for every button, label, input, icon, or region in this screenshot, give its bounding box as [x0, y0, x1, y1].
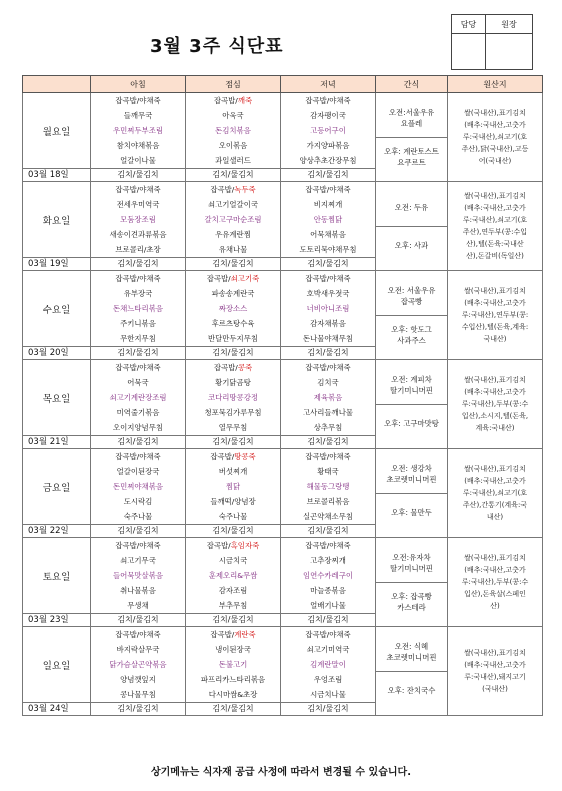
dinner-item: 제육볶음 — [313, 393, 343, 402]
dinner-item: 잡곡밥/야채죽 — [305, 274, 351, 283]
breakfast-item: 취나물볶음 — [120, 586, 156, 595]
origin-cell: 쌀(국내산),표기김치 (배추:국내산,고춧가 루:국내산),돼지고기 (국내산) — [448, 627, 543, 716]
breakfast-item: 무한지무침 — [120, 334, 156, 343]
snack-morning: 오전: 두유 — [376, 188, 447, 227]
lunch-cell — [186, 271, 281, 347]
approval-col-1: 담당 — [452, 15, 486, 34]
date-label: 03월 20일 — [23, 347, 91, 360]
lunch-porridge: 흑임자죽 — [230, 541, 260, 550]
dinner-item: 김계란말이 — [310, 660, 346, 669]
breakfast-item: 주키니볶음 — [120, 319, 156, 328]
day-label: 목요일 — [23, 360, 91, 436]
lunch-item: 갈치고구마순조림 — [204, 215, 262, 224]
breakfast-item: 돈채느타리볶음 — [113, 304, 163, 313]
dinner-item: 마늘종볶음 — [310, 586, 346, 595]
lunch-rice: 잡곡밥/ — [210, 630, 235, 639]
breakfast-cell — [91, 538, 186, 614]
dinner-item: 쇠고기미역국 — [306, 645, 350, 654]
kimchi-cell: 김치/물김치 — [281, 436, 376, 449]
snack-morning: 오전: 생강차 초코렛미니머핀 — [376, 455, 447, 494]
kimchi-cell: 김치/물김치 — [186, 258, 281, 271]
lunch-rice: 잡곡밥/ — [213, 363, 238, 372]
lunch-item: 후르츠탕수육 — [211, 319, 255, 328]
breakfast-item: 닭가슴살곤약볶음 — [109, 660, 167, 669]
lunch-rice: 잡곡밥/ — [210, 185, 235, 194]
lunch-item — [186, 538, 280, 553]
dinner-item: 어묵채볶음 — [310, 230, 346, 239]
day-label: 토요일 — [23, 538, 91, 614]
date-label: 03월 24일 — [23, 703, 91, 716]
dinner-item: 얼배기나물 — [310, 601, 346, 610]
dinner-item: 가지양파볶음 — [306, 141, 350, 150]
lunch-item — [186, 360, 280, 375]
kimchi-cell: 김치/물김치 — [281, 169, 376, 182]
lunch-cell — [186, 360, 281, 436]
breakfast-cell — [91, 271, 186, 347]
snack-morning: 오전: 계피차 딸기미니머핀 — [376, 366, 447, 405]
kimchi-cell: 김치/물김치 — [186, 436, 281, 449]
dinner-item: 호박새우젓국 — [306, 289, 350, 298]
breakfast-item: 모둠장조림 — [120, 215, 156, 224]
dinner-item: 고사리들깨나물 — [303, 408, 353, 417]
origin-cell: 쌀(국내산),표기김치 (배추:국내산,고춧가 루:국내산),쇠고기(호 주산),간통기(계육:국 내산) — [448, 449, 543, 538]
breakfast-item: 쇠고기무국 — [120, 556, 156, 565]
breakfast-item: 잡곡밥/야채죽 — [115, 630, 161, 639]
snack-cell — [376, 449, 448, 538]
breakfast-item: 잡곡밥/야채죽 — [115, 363, 161, 372]
dinner-item: 상추무침 — [313, 423, 343, 432]
lunch-item: 과일샐러드 — [215, 156, 251, 165]
dinner-cell — [281, 271, 376, 347]
snack-cell — [376, 271, 448, 360]
snack-afternoon: 오후: 물만두 — [391, 508, 432, 517]
dinner-item: 실곤약채소무침 — [303, 512, 353, 521]
dinner-cell — [281, 627, 376, 703]
lunch-porridge: 녹두죽 — [234, 185, 256, 194]
lunch-rice: 잡곡밥/ — [210, 452, 235, 461]
day-row — [23, 449, 543, 525]
snack-afternoon: 오후: 핫도그 사과주스 — [391, 324, 432, 345]
origin-cell: 쌀(국내산),표기김치 (배추:국내산,고춧가 루:국내산),두부(콩:수 입산),돈육살(스페인 산) — [448, 538, 543, 627]
breakfast-item: 양념깻잎지 — [120, 675, 156, 684]
lunch-item: 숙주나물 — [218, 512, 248, 521]
lunch-rice: 잡곡밥/ — [213, 96, 238, 105]
lunch-item: 들깨떡/양념장 — [210, 497, 256, 506]
snack-afternoon: 오후: 고구마맛탕 — [384, 419, 439, 428]
lunch-item: 파프리카느타리볶음 — [200, 675, 266, 684]
kimchi-cell: 김치/물김치 — [281, 525, 376, 538]
kimchi-cell: 김치/물김치 — [186, 525, 281, 538]
breakfast-cell — [91, 182, 186, 258]
dinner-cell — [281, 93, 376, 169]
lunch-item: 훈제오리&무쌈 — [208, 571, 258, 580]
header-breakfast: 아침 — [91, 76, 186, 93]
dinner-item: 김치국 — [317, 378, 339, 387]
breakfast-item: 오이지양념무침 — [113, 423, 163, 432]
page-title: 3월 3주 식단표 — [150, 36, 284, 57]
snack-cell — [376, 538, 448, 627]
breakfast-item: 잡곡밥/야채죽 — [115, 274, 161, 283]
lunch-item — [186, 449, 280, 464]
kimchi-cell: 김치/물김치 — [91, 436, 186, 449]
approval-box — [451, 14, 533, 70]
snack-morning: 오전: 서울우유 잡곡빵 — [376, 277, 447, 316]
dinner-item: 안동찜닭 — [313, 215, 343, 224]
breakfast-cell — [91, 360, 186, 436]
kimchi-cell: 김치/물김치 — [91, 258, 186, 271]
breakfast-item: 얼갈이나물 — [120, 156, 156, 165]
lunch-item: 황기닭곰탕 — [215, 378, 251, 387]
day-row — [23, 271, 543, 347]
day-row — [23, 182, 543, 258]
date-label: 03월 23일 — [23, 614, 91, 627]
header-lunch: 점심 — [186, 76, 281, 93]
day-row — [23, 538, 543, 614]
breakfast-item: 도시락김 — [123, 497, 153, 506]
snack-cell — [376, 360, 448, 449]
date-label: 03월 22일 — [23, 525, 91, 538]
kimchi-cell: 김치/물김치 — [281, 347, 376, 360]
lunch-item: 열무무침 — [218, 423, 248, 432]
dinner-item: 해물동그랑땡 — [306, 482, 350, 491]
lunch-porridge: 계란죽 — [234, 630, 256, 639]
dinner-item: 고등어구이 — [310, 126, 346, 135]
breakfast-item: 새송이견과류볶음 — [109, 230, 167, 239]
dinner-item: 잡곡밥/야채죽 — [305, 541, 351, 550]
dinner-cell — [281, 360, 376, 436]
breakfast-item: 돈민찌야채볶음 — [113, 482, 163, 491]
dinner-item: 너비아니조림 — [306, 304, 350, 313]
snack-afternoon: 오후: 잔치국수 — [387, 686, 436, 695]
footer-notice: 상기메뉴는 식자재 공급 사정에 따라서 변경될 수 있습니다. — [150, 767, 411, 778]
lunch-item: 돈불고기 — [218, 660, 248, 669]
kimchi-cell: 김치/물김치 — [91, 169, 186, 182]
dinner-item: 시금치나물 — [310, 690, 346, 699]
breakfast-item: 우민찌두부조림 — [113, 126, 163, 135]
breakfast-item: 어묵국 — [127, 378, 149, 387]
lunch-item: 다시마쌈&초장 — [208, 690, 258, 699]
lunch-cell — [186, 627, 281, 703]
breakfast-item: 들깨무국 — [123, 111, 153, 120]
breakfast-item: 바지락살무국 — [116, 645, 160, 654]
lunch-porridge: 깨죽 — [237, 96, 253, 105]
breakfast-cell — [91, 627, 186, 703]
lunch-item — [186, 627, 280, 642]
lunch-porridge: 콩죽 — [237, 363, 253, 372]
breakfast-item: 숙주나물 — [123, 512, 153, 521]
breakfast-item: 콩나물무침 — [120, 690, 156, 699]
day-label: 일요일 — [23, 627, 91, 703]
approval-col-2: 원장 — [486, 15, 533, 34]
breakfast-item: 잡곡밥/야채죽 — [115, 541, 161, 550]
kimchi-cell: 김치/물김치 — [91, 614, 186, 627]
lunch-cell — [186, 449, 281, 525]
lunch-item: 감자조림 — [218, 586, 248, 595]
breakfast-item: 잡곡밥/야채죽 — [115, 185, 161, 194]
lunch-item — [186, 93, 280, 108]
day-row — [23, 360, 543, 436]
kimchi-cell: 김치/물김치 — [281, 703, 376, 716]
dinner-item: 브로콜리볶음 — [306, 497, 350, 506]
breakfast-item: 참치야채볶음 — [116, 141, 160, 150]
lunch-item: 부추무침 — [218, 601, 248, 610]
dinner-item: 잡곡밥/야채죽 — [305, 96, 351, 105]
dinner-item: 감자팽이국 — [310, 111, 346, 120]
lunch-rice: 잡곡밥/ — [206, 274, 231, 283]
dinner-item: 우엉조림 — [313, 675, 343, 684]
lunch-item: 유채나물 — [218, 245, 248, 254]
dinner-item: 잡곡밥/야채죽 — [305, 185, 351, 194]
lunch-item: 버섯찌개 — [218, 467, 248, 476]
breakfast-item: 들어묵맛살볶음 — [113, 571, 163, 580]
dinner-cell — [281, 182, 376, 258]
lunch-porridge: 쇠고기죽 — [230, 274, 260, 283]
breakfast-item: 전세우미역국 — [116, 200, 160, 209]
lunch-item: 오이볶음 — [218, 141, 248, 150]
dinner-item: 잡곡밥/야채죽 — [305, 452, 351, 461]
lunch-item: 냉이된장국 — [215, 645, 251, 654]
lunch-item: 파송송계란국 — [211, 289, 255, 298]
header-dinner: 저녁 — [281, 76, 376, 93]
lunch-item — [186, 182, 280, 197]
breakfast-item: 미역줄기볶음 — [116, 408, 160, 417]
snack-afternoon: 오후: 계란토스트 요쿠르트 — [384, 146, 439, 167]
origin-cell: 쌀(국내산),표기김치 (배추:국내산,고춧가 루:국내산),연두부(콩: 수입산),텔(돈육,계육: 국내산) — [448, 271, 543, 360]
dinner-item: 돈나물야채무침 — [303, 334, 353, 343]
day-label: 수요일 — [23, 271, 91, 347]
origin-cell: 쌀(국내산),표기김치 (배추:국내산,고춧가 루:국내산),쇠고기(호 주산),연두부(콩:수입 산),텔(돈육:국내산 산),돈갈비(독일산) — [448, 182, 543, 271]
header-snack: 간식 — [376, 76, 448, 93]
lunch-cell — [186, 182, 281, 258]
breakfast-item: 유부장국 — [123, 289, 153, 298]
dinner-cell — [281, 538, 376, 614]
kimchi-cell: 김치/물김치 — [91, 347, 186, 360]
dinner-item: 도토리묵야채무침 — [299, 245, 357, 254]
breakfast-item: 얼갈이된장국 — [116, 467, 160, 476]
dinner-item: 임연수카레구이 — [303, 571, 353, 580]
breakfast-item: 잡곡밥/야채죽 — [115, 452, 161, 461]
lunch-cell — [186, 93, 281, 169]
breakfast-cell — [91, 449, 186, 525]
header-day — [23, 76, 91, 93]
day-label: 월요일 — [23, 93, 91, 169]
snack-morning: 오전:서울우유 요플레 — [376, 99, 447, 138]
lunch-item: 코다리땅콩강정 — [208, 393, 258, 402]
dinner-item: 비지찌개 — [313, 200, 343, 209]
breakfast-item: 쇠고기계란장조림 — [109, 393, 167, 402]
day-label: 화요일 — [23, 182, 91, 258]
breakfast-cell — [91, 93, 186, 169]
day-row — [23, 93, 543, 169]
lunch-item: 반달만두지무침 — [208, 334, 258, 343]
day-row — [23, 627, 543, 703]
origin-cell: 쌀(국내산),표기김치 (배추:국내산,고춧가 루:국내산),쇠고기(호 주산),닭(국내산),고등 어(국내산) — [448, 93, 543, 182]
snack-cell — [376, 93, 448, 182]
breakfast-item: 무생채 — [127, 601, 149, 610]
lunch-porridge: 땅콩죽 — [234, 452, 256, 461]
lunch-item: 아욱국 — [222, 111, 244, 120]
snack-cell — [376, 182, 448, 271]
kimchi-cell: 김치/물김치 — [186, 703, 281, 716]
kimchi-cell: 김치/물김치 — [281, 258, 376, 271]
lunch-item: 쇠고기얼갈이국 — [208, 200, 258, 209]
snack-afternoon: 오후: 사과 — [394, 241, 429, 250]
header-origin: 원산지 — [448, 76, 543, 93]
breakfast-item: 브로콜리/초장 — [115, 245, 161, 254]
dinner-cell — [281, 449, 376, 525]
dinner-item: 양상추초간장무침 — [299, 156, 357, 165]
kimchi-cell: 김치/물김치 — [186, 614, 281, 627]
date-label: 03월 21일 — [23, 436, 91, 449]
dinner-item: 잡곡밥/야채죽 — [305, 363, 351, 372]
lunch-item — [186, 271, 280, 286]
snack-morning: 오전:유자차 딸기미니머핀 — [376, 544, 447, 583]
lunch-item: 찜닭 — [225, 482, 241, 491]
dinner-item: 황태국 — [317, 467, 339, 476]
dinner-item: 감자채볶음 — [310, 319, 346, 328]
snack-afternoon: 오후: 잡곡빵 카스테라 — [391, 591, 432, 612]
lunch-item: 청포묵김가루무침 — [204, 408, 262, 417]
lunch-item: 돈김치볶음 — [215, 126, 251, 135]
breakfast-item: 잡곡밥/야채죽 — [115, 96, 161, 105]
lunch-item: 짜장소스 — [218, 304, 248, 313]
lunch-item: 우유계란찜 — [215, 230, 251, 239]
approval-sign-1 — [452, 34, 486, 70]
lunch-rice: 잡곡밥/ — [206, 541, 231, 550]
kimchi-cell: 김치/물김치 — [186, 347, 281, 360]
lunch-item: 시금치국 — [218, 556, 248, 565]
kimchi-cell: 김치/물김치 — [91, 525, 186, 538]
day-label: 금요일 — [23, 449, 91, 525]
menu-table — [22, 75, 543, 716]
approval-sign-2 — [486, 34, 533, 70]
dinner-item: 잡곡밥/야채죽 — [305, 630, 351, 639]
snack-morning: 오전: 식혜 초코렛미니머핀 — [376, 633, 447, 672]
dinner-item: 고추장찌개 — [310, 556, 346, 565]
origin-cell: 쌀(국내산),표기김치 (배추:국내산,고춧가 루:국내산),두부(콩:수 입산),소시지,텔(돈육, 계육:국내산) — [448, 360, 543, 449]
kimchi-cell: 김치/물김치 — [281, 614, 376, 627]
kimchi-cell: 김치/물김치 — [91, 703, 186, 716]
date-label: 03월 19일 — [23, 258, 91, 271]
kimchi-cell: 김치/물김치 — [186, 169, 281, 182]
lunch-cell — [186, 538, 281, 614]
snack-cell — [376, 627, 448, 716]
date-label: 03월 18일 — [23, 169, 91, 182]
